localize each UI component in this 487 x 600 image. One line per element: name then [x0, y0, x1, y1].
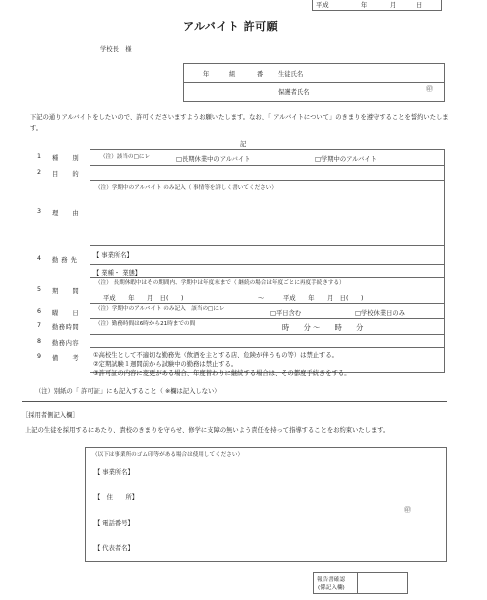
row1-num: 1 [37, 153, 42, 160]
row7-note: （注）勤務時間は6時から21時までの間 [95, 321, 196, 327]
employer-address[interactable]: 【 住 所】 [94, 494, 139, 501]
row9-note-1: ①高校生として不適切な勤務先（飲酒を主とする店、危険が伴うもの等）は禁止する。 [93, 352, 338, 359]
row4-label: 勤 務 先 [52, 257, 78, 264]
employer-box [85, 447, 447, 562]
row9-num: 9 [37, 353, 42, 360]
row5-end-date[interactable]: 平成 年 月 日( ) [283, 295, 364, 302]
row9-label: 備 考 [52, 355, 80, 362]
row5-label: 期 間 [52, 288, 80, 295]
date-era: 平成 [316, 2, 329, 9]
employer-seal: ㊞ [404, 506, 411, 514]
row2-label: 目 的 [52, 171, 80, 178]
row3-note: （注）学期中のアルバイト のみ記入（ 事情等を詳しく書いてください） [95, 185, 277, 191]
row4-business-type[interactable]: 【 業種・ 業態】 [93, 270, 142, 277]
footnote: （注）別紙の「 許可証」にも記入すること（ ※欄は記入しない） [35, 388, 221, 395]
row3-num: 3 [37, 208, 42, 215]
row5-start-date[interactable]: 平成 年 月 日( ) [103, 295, 184, 302]
row1-label: 種 別 [52, 155, 80, 162]
row9-note-2: ②定期試験１週間前から試験中の勤務は禁止する。 [93, 361, 238, 368]
date-header-box [312, 0, 442, 11]
employer-text: 上記の生徒を採用するにあたり、貴校のきまりを守らせ、修学に支障の無いよう責任を持って指導することをお約束いたします。 [25, 427, 390, 434]
row3-label: 理 由 [52, 210, 80, 217]
intro-text: 下記の通りアルバイトをしたいので、許可くださいますようお願いたします。なお、「 アルバイトについて」のきまりを遵守することを誓約いたします。 [30, 114, 449, 132]
student-name-label: 生徒氏名 [278, 71, 304, 78]
row4-business-name[interactable]: 【 事業所名】 [93, 252, 133, 259]
report-label: 報告書確認 [317, 577, 345, 583]
date-day: 日 [416, 2, 423, 9]
date-year: 年 [361, 2, 368, 9]
employer-header: ［採用者側記入欄］ [22, 412, 79, 419]
page-title: アルバイト 許可願 [183, 20, 279, 33]
row2-num: 2 [37, 169, 42, 176]
row7-num: 7 [37, 322, 42, 329]
row4-num: 4 [37, 255, 42, 262]
employer-business-name[interactable]: 【 事業所名】 [94, 469, 134, 476]
student-class: 組 [229, 71, 236, 78]
addressee: 学校長 様 [100, 46, 132, 53]
row8-num: 8 [37, 338, 42, 345]
employer-note: （以下は事業所のゴム印等がある場合は使用してください） [92, 452, 244, 458]
student-grade: 年 [203, 71, 210, 78]
guardian-seal: ㊞ [426, 85, 433, 93]
employer-phone[interactable]: 【 電話番号】 [94, 520, 134, 527]
report-label-sub: (係記入欄) [318, 585, 345, 591]
row6-note: （注）学期中のアルバイト のみ記入 該当の□にレ [95, 306, 225, 312]
row1-note: （注）該当の□にレ [100, 154, 151, 160]
row9-note-3: ③許可証の内容に変更がある場合、年度替わりに継続する場合は、その都度手続きをする。 [93, 370, 351, 377]
row1-option-long-break[interactable]: □長期休業中のアルバイト [176, 156, 251, 163]
row6-option-holiday[interactable]: □学校休業日のみ [355, 310, 406, 317]
row1-option-term[interactable]: □学期中のアルバイト [315, 156, 377, 163]
date-month: 月 [390, 2, 397, 9]
ki-heading: 記 [240, 141, 247, 148]
row7-time-range[interactable]: 時 分 ～ 時 分 [282, 323, 364, 332]
guardian-name-label: 保護者氏名 [278, 89, 310, 96]
row6-num: 6 [37, 308, 42, 315]
row8-label: 勤務内容 [52, 340, 80, 347]
row6-option-weekday[interactable]: □平日含む [270, 310, 302, 317]
student-number: 番 [257, 71, 264, 78]
row5-num: 5 [37, 286, 42, 293]
row7-label: 勤務時間 [52, 324, 80, 331]
employer-representative[interactable]: 【 代表者名】 [94, 545, 134, 552]
row6-label: 曜 日 [52, 310, 80, 317]
row5-tilde: ～ [258, 295, 265, 302]
row5-note: （注） 長期休暇中はその期間内、学期中は年度末まで（ 継続の場合は年度ごとに再度手続きする） [95, 280, 345, 286]
row3-reason-area[interactable] [92, 192, 442, 242]
